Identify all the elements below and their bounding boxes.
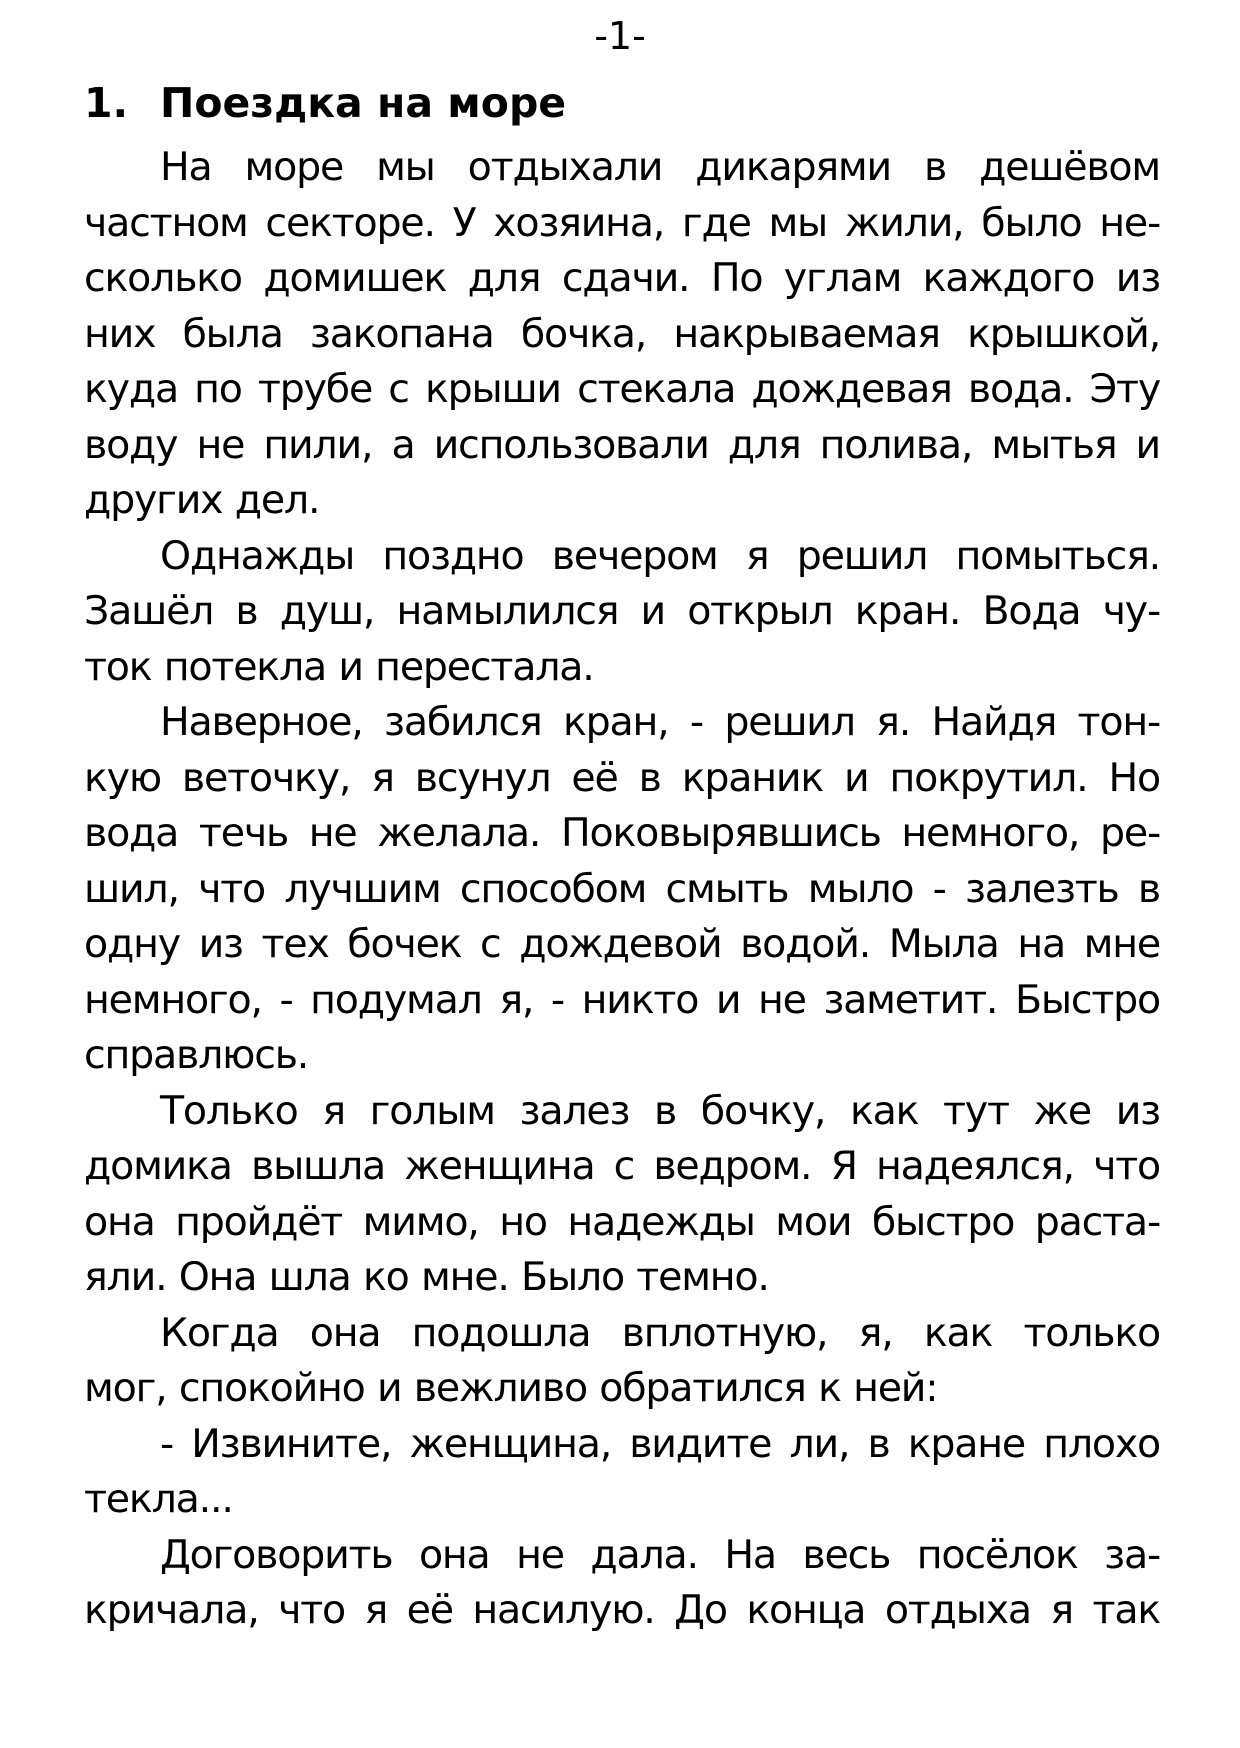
text-line: Однажды поздно вечером я решил помыться. bbox=[160, 532, 1160, 579]
text-line: одну из тех бочек с дождевой водой. Мыла на мне bbox=[84, 921, 1160, 967]
text-line: шил, что лучшим способом смыть мыло - залезть в bbox=[84, 865, 1160, 912]
text-line: мог, спокойно и вежливо обратился к ней: bbox=[84, 1365, 938, 1411]
text-line: Зашёл в душ, намылился и открыл кран. Вода чу- bbox=[84, 588, 1160, 634]
text-line: ток потекла и перестала. bbox=[84, 643, 594, 690]
text-line: - Извините, женщина, видите ли, в кране плохо bbox=[160, 1420, 1160, 1467]
text-line: немного, - подумал я, - никто и не заметит. Быстро bbox=[84, 976, 1160, 1023]
chapter-number: 1. bbox=[84, 79, 129, 127]
text-line: воду не пили, а использовали для полива, мытья и bbox=[84, 421, 1160, 468]
chapter-title: Поездка на море bbox=[160, 79, 567, 127]
text-line: справлюсь. bbox=[84, 1032, 309, 1078]
text-line: кричала, что я её насилую. До конца отдыха я так bbox=[84, 1587, 1160, 1633]
text-line: них была закопана бочка, накрываемая крышкой, bbox=[84, 310, 1160, 357]
chapter-heading bbox=[84, 76, 566, 130]
text-line: сколько домишек для сдачи. По углам каждого из bbox=[84, 255, 1160, 301]
text-line: Только я голым залез в бочку, как тут же из bbox=[160, 1087, 1160, 1134]
text-line: частном секторе. У хозяина, где мы жили, было не- bbox=[84, 199, 1160, 246]
page-number: -1- bbox=[594, 14, 646, 58]
text-line: яли. Она шла ко мне. Было темно. bbox=[84, 1254, 769, 1300]
text-line: куда по трубе с крыши стекала дождевая вода. Эту bbox=[84, 366, 1160, 412]
text-line: Когда она подошла вплотную, я, как только bbox=[160, 1309, 1160, 1356]
text-line: текла... bbox=[84, 1476, 233, 1522]
text-line: На море мы отдыхали дикарями в дешёвом bbox=[160, 144, 1160, 190]
text-line: других дел. bbox=[84, 477, 320, 523]
body-text bbox=[84, 140, 1160, 1639]
text-line: домика вышла женщина с ведром. Я надеялся, что bbox=[84, 1143, 1160, 1189]
text-line: вода течь не желала. Поковырявшись немного, ре- bbox=[84, 810, 1160, 856]
text-line: Договорить она не дала. На весь посёлок за- bbox=[160, 1531, 1160, 1578]
text-line: кую веточку, я всунул её в краник и покрутил. Но bbox=[84, 754, 1160, 801]
text-line: Наверное, забился кран, - решил я. Найдя тон- bbox=[160, 699, 1160, 745]
text-line: она пройдёт мимо, но надежды мои быстро раста- bbox=[84, 1198, 1160, 1245]
